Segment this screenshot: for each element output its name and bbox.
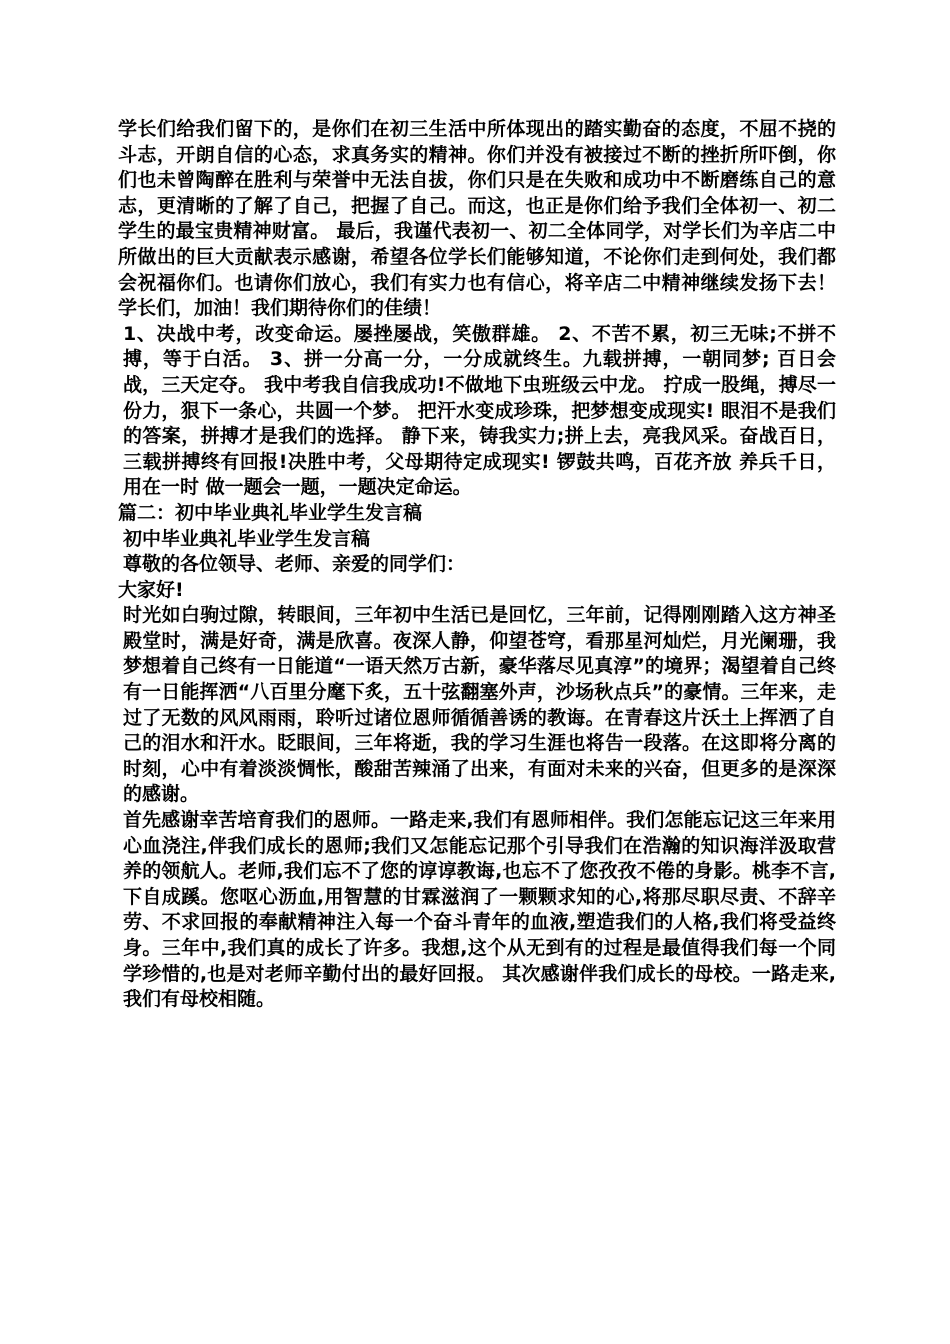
- paragraph-slogans: 1、决战中考，改变命运。屡挫屡战，笑傲群雄。 2、不苦不累，初三无味;不拼不搏，等于白活。 3、拼一分高一分，一分成就终生。九载拼搏，一朝同梦; 百日会战，三天定夺。 我中考我自信我成功!不做地下虫班级云中龙。 拧成一股绳，搏尽一份力，狠下一条心，共圆一个梦。 把汗水变成珍珠，把梦想变成现实! 眼泪不是我们的答案，拼搏才是我们的选择。 静下来，铸我实力;拼上去，亮我风采。奋战百日，三载拼搏终有回报!决胜中考，父母期待定成现实! 锣鼓共鸣，百花齐放 养兵千日，用在一时 做一题会一题，一题决定命运。: [123, 322, 836, 499]
- paragraph-time-flies: 时光如白驹过隙，转眼间，三年初中生活已是回忆，三年前，记得刚刚踏入这方神圣殿堂时，满是好奇，满是欣喜。夜深人静，仰望苍穹，看那星河灿烂，月光阑珊，我梦想着自己终有一日能道“一语天然万古新，豪华落尽见真淳”的境界；渴望着自己终有一日能挥洒“八百里分麾下炙，五十弦翻塞外声，沙场秋点兵”的豪情。三年来，走过了无数的风风雨雨，聆听过诸位恩师循循善诱的教诲。在青春这片沃土上挥洒了自己的泪水和汗水。眨眼间，三年将逝，我的学习生涯也将告一段落。在这即将分离的时刻，心中有着淡淡惆怅，酸甜苦辣涌了出来，有面对未来的兴奋，但更多的是深深的感谢。: [123, 604, 836, 806]
- speech-title: 初中毕业典礼毕业学生发言稿: [123, 527, 371, 550]
- document-page: [118, 117, 836, 1013]
- speech-greeting: 大家好!: [118, 578, 184, 601]
- paragraph-seniors-legacy: 学长们给我们留下的，是你们在初三生活中所体现出的踏实勤奋的态度，不屈不挠的斗志，开朗自信的心态，求真务实的精神。你们并没有被接过不断的挫折所吓倒，你们也未曾陶醉在胜利与荣誉中无法自拔，你们只是在失败和成功中不断磨练自己的意志，更清晰的了解了自己，把握了自己。而这，也正是你们给予我们全体初一、初二学生的最宝贵精神财富。 最后，我谨代表初一、初二全体同学，对学长们为辛店二中所做出的巨大贡献表示感谢，希望各位学长们能够知道，不论你们走到何处，我们都会祝福你们。也请你们放心，我们有实力也有信心，将辛店二中精神继续发扬下去！ 学长们，加油！我们期待你们的佳绩！: [118, 118, 836, 320]
- section-heading: 篇二：初中毕业典礼毕业学生发言稿: [118, 501, 423, 524]
- speech-salutation: 尊敬的各位领导、老师、亲爱的同学们：: [123, 553, 466, 576]
- paragraph-thank-teachers: 首先感谢幸苦培育我们的恩师。一路走来,我们有恩师相伴。我们怎能忘记这三年来用心血浇注,伴我们成长的恩师;我们又怎能忘记那个引导我们在浩瀚的知识海洋汲取营养的领航人。老师,我们忘不了您的谆谆教诲,也忘不了您孜孜不倦的身影。桃李不言,下自成蹊。您呕心沥血,用智慧的甘霖滋润了一颗颗求知的心,将那尽职尽责、不辞辛劳、不求回报的奉献精神注入每一个奋斗青年的血液,塑造我们的人格,我们将受益终身。三年中,我们真的成长了许多。我想,这个从无到有的过程是最值得我们每一个同学珍惜的,也是对老师辛勤付出的最好回报。 其次感谢伴我们成长的母校。一路走来,我们有母校相随。: [123, 809, 836, 1011]
